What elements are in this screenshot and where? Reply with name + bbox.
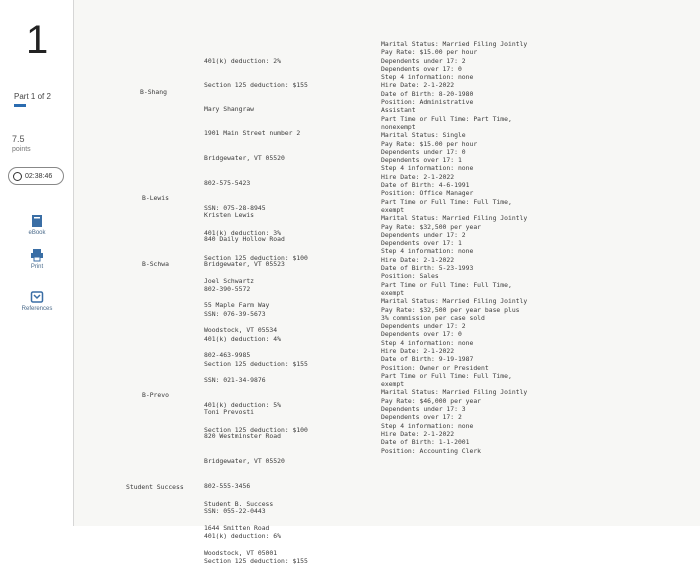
detail-line: Dependents under 17: 2	[381, 322, 466, 331]
question-number: 1	[26, 18, 49, 62]
detail-line: Hire Date: 2-1-2022	[381, 346, 455, 355]
detail-line: exempt	[381, 205, 405, 214]
print-button[interactable]	[0, 248, 74, 270]
employee-line: 55 Maple Farm Way	[204, 301, 270, 310]
detail-line: Dependents over 17: 1	[381, 239, 462, 248]
detail-line: Position: Owner or President	[381, 363, 489, 372]
employee-line: 802-390-5572	[204, 285, 251, 294]
detail-line: Marital Status: Married Filing Jointly	[381, 297, 528, 306]
assessment-sidebar	[0, 0, 74, 526]
employee-line: SSN: 055-22-0443	[204, 507, 266, 516]
employee-line: 1644 Smitten Road	[204, 524, 270, 533]
detail-line: Part Time or Full Time: Part Time,	[381, 114, 512, 123]
detail-line: Position: Accounting Clerk	[381, 446, 482, 455]
hourglass-icon	[13, 172, 22, 181]
detail-line: exempt	[381, 380, 405, 389]
detail-line: Pay Rate: $46,000 per year	[381, 396, 482, 405]
detail-line: Dependents under 17: 3	[381, 405, 466, 414]
detail-line: Dependents over 17: 2	[381, 413, 462, 422]
detail-line: Part Time or Full Time: Full Time,	[381, 197, 512, 206]
print-icon	[30, 248, 44, 262]
employee-line: Section 125 deduction: $155	[204, 359, 308, 368]
employee-line: 401(k) deduction: 3%	[204, 229, 281, 238]
detail-line: Part Time or Full Time: Full Time,	[381, 280, 512, 289]
employee-line: Mary Shangraw	[204, 104, 255, 113]
detail-line: Marital Status: Married Filing Jointly	[381, 214, 528, 223]
header-line: Section 125 deduction: $155	[204, 81, 308, 90]
detail-line: Marital Status: Married Filing Jointly	[381, 388, 528, 397]
employee-block	[204, 483, 374, 574]
detail-line: Date of Birth: 8-20-1980	[381, 89, 474, 98]
ebook-label: eBook	[28, 230, 46, 236]
employee-line: SSN: 021-34-9876	[204, 376, 266, 385]
employee-line: 802-575-5423	[204, 179, 251, 188]
references-icon	[30, 290, 44, 304]
detail-line: Dependents over 17: 1	[381, 156, 462, 165]
employee-id: B-Lewis	[142, 194, 169, 202]
employee-id: B-Shang	[140, 88, 167, 96]
employee-id: Student Success	[126, 483, 184, 491]
detail-line: Dependents under 17: 2	[381, 56, 466, 65]
employee-line: 840 Daily Hollow Road	[204, 235, 285, 244]
detail-line: Marital Status: Single	[381, 131, 466, 140]
employee-line: Woodstock, VT 05534	[204, 326, 278, 335]
detail-line: 3% commission per case sold	[381, 313, 485, 322]
detail-line: Hire Date: 2-1-2022	[381, 81, 455, 90]
detail-line: Hire Date: 2-1-2022	[381, 172, 455, 181]
detail-line: Dependents under 17: 2	[381, 230, 466, 239]
detail-line: Step 4 information: none	[381, 338, 474, 347]
employee-line: Section 125 deduction: $100	[204, 253, 308, 262]
timer-text: 02:38:46	[25, 172, 53, 180]
employee-line: Bridgewater, VT 05520	[204, 457, 285, 466]
employee-details-column	[381, 40, 586, 455]
detail-line: Date of Birth: 4-6-1991	[381, 181, 470, 190]
employee-line: Student B. Success	[204, 499, 274, 508]
detail-line: Assistant	[381, 106, 416, 115]
detail-line: Pay Rate: $15.00 per hour	[381, 48, 478, 57]
detail-line: Step 4 information: none	[381, 421, 474, 430]
print-label: Print	[30, 264, 44, 270]
employee-line: Section 125 deduction: $100	[204, 425, 308, 434]
detail-line: Date of Birth: 9-19-1987	[381, 355, 474, 364]
detail-line: Step 4 information: none	[381, 73, 474, 82]
employee-line: 820 Westminster Road	[204, 432, 281, 441]
employee-id: B-Prevo	[142, 391, 169, 399]
references-button[interactable]	[0, 290, 74, 312]
employee-line: Toni Prevosti	[204, 407, 255, 416]
ebook-icon	[30, 214, 44, 228]
employee-line: 401(k) deduction: 6%	[204, 532, 281, 541]
detail-line: Date of Birth: 5-23-1993	[381, 264, 474, 273]
detail-line: Dependents over 17: 0	[381, 64, 462, 73]
detail-line: Marital Status: Married Filing Jointly	[381, 40, 528, 48]
detail-line: Position: Office Manager	[381, 189, 474, 198]
detail-line: Date of Birth: 1-1-2001	[381, 438, 470, 447]
employee-line: Bridgewater, VT 05523	[204, 260, 285, 269]
points-label: points	[12, 146, 31, 153]
detail-line: Step 4 information: none	[381, 164, 474, 173]
detail-line: nonexempt	[381, 122, 416, 131]
employee-line: Kristen Lewis	[204, 210, 255, 219]
employee-line: 802-555-3456	[204, 482, 251, 491]
detail-line: Position: Administrative	[381, 98, 474, 107]
points-value: 7.5	[12, 134, 25, 144]
detail-line: Pay Rate: $15.00 per hour	[381, 139, 478, 148]
detail-line: Position: Sales	[381, 272, 439, 281]
detail-line: Pay Rate: $32,500 per year	[381, 222, 482, 231]
employee-id: B-Schwa	[142, 260, 169, 268]
detail-line: exempt	[381, 288, 405, 297]
employee-line: Woodstock, VT 05001	[204, 549, 278, 558]
references-label: References	[21, 306, 53, 312]
timer-badge[interactable]	[8, 167, 64, 185]
employee-line: SSN: 076-39-5673	[204, 310, 266, 319]
employee-line: 401(k) deduction: 5%	[204, 401, 281, 410]
detail-line: Hire Date: 2-1-2022	[381, 429, 455, 438]
employee-line: 401(k) deduction: 4%	[204, 335, 281, 344]
detail-line: Part Time or Full Time: Full Time,	[381, 371, 512, 380]
detail-line: Hire Date: 2-1-2022	[381, 255, 455, 264]
employee-line: Bridgewater, VT 05520	[204, 154, 285, 163]
detail-line: Step 4 information: none	[381, 247, 474, 256]
ebook-button[interactable]	[0, 214, 74, 236]
employee-line: 1901 Main Street number 2	[204, 129, 301, 138]
part-progress-bar	[14, 104, 26, 107]
employee-worksheet	[74, 0, 700, 565]
part-label: Part 1 of 2	[14, 92, 51, 101]
employee-line: Section 125 deduction: $155	[204, 556, 308, 565]
header-line: 401(k) deduction: 2%	[204, 56, 281, 65]
employee-line: SSN: 075-28-8945	[204, 204, 266, 213]
employee-line: 802-463-9985	[204, 351, 251, 360]
detail-line: Dependents over 17: 0	[381, 330, 462, 339]
detail-line: Dependents under 17: 0	[381, 147, 466, 156]
employee-line: Joel Schwartz	[204, 276, 255, 285]
detail-line: Pay Rate: $32,500 per year base plus	[381, 305, 520, 314]
